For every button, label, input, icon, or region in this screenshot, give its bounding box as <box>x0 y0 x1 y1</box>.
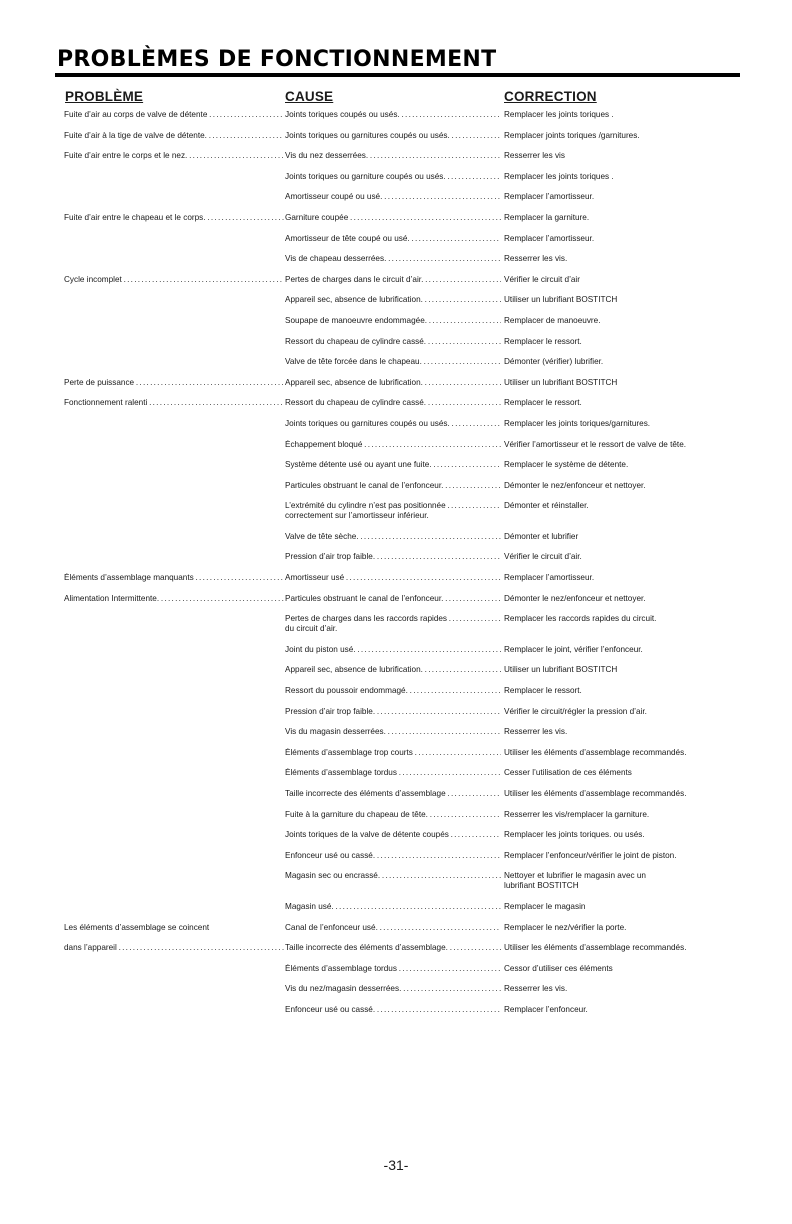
correction-cell <box>504 645 744 655</box>
cause-text: Éléments d’assemblage tordus . . . <box>285 768 501 778</box>
table-row <box>0 789 792 799</box>
correction-cell <box>504 614 744 624</box>
cause-text: Pression d’air trop faible. . . . <box>285 552 501 562</box>
correction-text: Cessor d’utiliser ces éléments <box>504 963 613 973</box>
cause-cell <box>285 192 501 202</box>
correction-cell <box>504 295 744 305</box>
correction-text: Remplacer le joint, vérifier l’enfonceur. <box>504 644 643 654</box>
correction-text: Resserrer les vis <box>504 151 565 161</box>
table-row <box>0 902 792 912</box>
table-row <box>0 192 792 202</box>
correction-text: Utiliser les éléments d’assemblage recommandés. <box>504 789 687 798</box>
correction-text: Resserrer les vis. <box>504 727 568 737</box>
correction-cell <box>504 830 744 840</box>
problem-cell <box>64 213 284 223</box>
table-row <box>0 501 792 521</box>
table-row <box>0 943 792 953</box>
correction-text: Resserrer les vis/remplacer la garniture. <box>504 809 650 819</box>
correction-text: Remplacer le magasin <box>504 901 586 911</box>
cause-cell <box>285 398 501 408</box>
cause-cell <box>285 1005 501 1015</box>
correction-cell <box>504 110 744 120</box>
problem-text: Les éléments d’assemblage se coincent <box>64 922 210 932</box>
problem-text: Alimentation Intermittente. . . . <box>64 594 284 604</box>
correction-text: Remplacer l’amortisseur. <box>504 233 595 243</box>
correction-text: Utiliser un lubrifiant BOSTITCH <box>504 295 618 305</box>
correction-cell <box>504 481 744 491</box>
table-row <box>0 398 792 408</box>
correction-cell <box>504 665 744 675</box>
title-underline <box>55 73 740 77</box>
cause-cell <box>285 552 501 562</box>
column-headers <box>0 89 792 105</box>
correction-cell <box>504 460 744 470</box>
table-row <box>0 923 792 933</box>
table-row <box>0 552 792 562</box>
cause-text: Soupape de manoeuvre endommagée. . . . <box>285 316 501 326</box>
correction-cell <box>504 573 744 583</box>
correction-text: Cesser l’utilisation de ces éléments <box>504 768 632 778</box>
correction-text: Remplacer joints toriques /garnitures. <box>504 130 640 140</box>
cause-cell <box>285 481 501 491</box>
cause-text: Valve de tête sèche. . . . <box>285 532 501 542</box>
cause-text: Vis du nez desserrées. . . . <box>285 151 501 161</box>
cause-text: Valve de tête forcée dans le chapeau. . . . <box>285 357 501 367</box>
correction-cell <box>504 172 744 182</box>
cause-cell <box>285 871 501 881</box>
cause-cell <box>285 707 501 717</box>
problem-text: Perte de puissance . . . <box>64 378 284 388</box>
cause-text: Particules obstruant le canal de l’enfonceur. . . . <box>285 594 501 604</box>
problem-text: Fuite d’air entre le corps et le nez. . . . <box>64 151 284 161</box>
cause-cell <box>285 727 501 737</box>
cause-text: Ressort du chapeau de cylindre cassé. . . . <box>285 398 501 408</box>
cause-cell <box>285 851 501 861</box>
cause-text: Amortisseur usé . . . <box>285 573 501 583</box>
problem-cell <box>64 131 284 141</box>
table-row <box>0 110 792 120</box>
cause-text: Garniture coupée . . . <box>285 213 501 223</box>
cause-text: Joints toriques de la valve de détente coupés . . . <box>285 830 501 840</box>
cause-cell <box>285 984 501 994</box>
cause-text: Ressort du chapeau de cylindre cassé. . . . <box>285 337 501 347</box>
cause-cell <box>285 440 501 450</box>
cause-cell <box>285 594 501 604</box>
header-correction: CORRECTION <box>504 89 597 104</box>
cause-cell <box>285 419 501 429</box>
correction-text: Remplacer le ressort. <box>504 336 582 346</box>
correction-text: Resserrer les vis. <box>504 254 568 264</box>
correction-cell <box>504 440 744 450</box>
cause-text: Éléments d’assemblage trop courts . . . <box>285 748 501 758</box>
table-row <box>0 532 792 542</box>
table-row <box>0 984 792 994</box>
cause-text: Système détente usé ou ayant une fuite. . . . <box>285 460 501 470</box>
table-row <box>0 686 792 696</box>
cause-cell <box>285 337 501 347</box>
cause-text: Canal de l’enfonceur usé. . . . <box>285 923 501 933</box>
correction-text: Vérifier l’amortisseur et le ressort de valve de tête. <box>504 439 687 449</box>
correction-text: Nettoyer et lubrifier le magasin avec un <box>504 871 646 881</box>
correction-text: Démonter (vérifier) lubrifier. <box>504 357 604 367</box>
correction-text: Utiliser un lubrifiant BOSTITCH <box>504 377 618 387</box>
correction-cell <box>504 707 744 717</box>
correction-cell <box>504 192 744 202</box>
cause-text: Échappement bloqué . . . <box>285 440 501 450</box>
problem-cell <box>64 378 284 388</box>
correction-text: Remplacer le ressort. <box>504 686 582 696</box>
correction-cell <box>504 213 744 223</box>
problem-text: dans l’appareil . . . <box>64 943 284 953</box>
correction-cell <box>504 964 744 974</box>
cause-cell <box>285 131 501 141</box>
correction-cell <box>504 768 744 778</box>
cause-cell <box>285 460 501 470</box>
cause-cell <box>285 234 501 244</box>
cause-text: Enfonceur usé ou cassé. . . . <box>285 1005 501 1015</box>
table-row <box>0 573 792 583</box>
cause-cell <box>285 254 501 264</box>
cause-cell <box>285 686 501 696</box>
correction-text-continued: lubrifiant BOSTITCH <box>504 881 579 891</box>
cause-cell <box>285 501 501 521</box>
correction-cell <box>504 902 744 912</box>
table-row <box>0 316 792 326</box>
problem-text: Fonctionnement ralenti . . . <box>64 398 284 408</box>
problem-cell <box>64 594 284 604</box>
table-row <box>0 460 792 470</box>
correction-text: Remplacer de manoeuvre. <box>504 315 601 325</box>
correction-cell <box>504 151 744 161</box>
cause-text: Appareil sec, absence de lubrification. . . . <box>285 665 501 675</box>
cause-text: Éléments d’assemblage tordus . . . <box>285 964 501 974</box>
correction-text: Remplacer l’amortisseur. <box>504 192 595 202</box>
cause-text-continued: du circuit d’air. <box>285 624 338 634</box>
cause-cell <box>285 532 501 542</box>
correction-text: Démonter et lubrifier <box>504 531 579 541</box>
table-row <box>0 748 792 758</box>
cause-cell <box>285 378 501 388</box>
table-row <box>0 871 792 891</box>
cause-cell <box>285 172 501 182</box>
cause-text-continued: correctement sur l’amortisseur inférieur. <box>285 511 429 521</box>
table-row <box>0 295 792 305</box>
problem-cell <box>64 398 284 408</box>
cause-text: Joints toriques coupés ou usés. . . . <box>285 110 501 120</box>
table-row <box>0 151 792 161</box>
correction-cell <box>504 1005 744 1015</box>
correction-text: Remplacer l’enfonceur. <box>504 1004 588 1014</box>
page-number: -31- <box>383 1157 409 1173</box>
cause-text: Magasin usé. . . . <box>285 902 501 912</box>
correction-cell <box>504 552 744 562</box>
cause-cell <box>285 768 501 778</box>
correction-cell <box>504 378 744 388</box>
correction-text: Remplacer la garniture. <box>504 212 590 222</box>
correction-text: Démonter et réinstaller. <box>504 501 589 511</box>
correction-cell <box>504 501 744 511</box>
correction-cell <box>504 398 744 408</box>
cause-text: Taille incorrecte des éléments d’assemblage . . . <box>285 789 501 799</box>
table-row <box>0 357 792 367</box>
correction-text: Remplacer l’enfonceur/vérifier le joint de piston. <box>504 850 677 860</box>
cause-text: Pression d’air trop faible. . . . <box>285 707 501 717</box>
cause-cell <box>285 357 501 367</box>
header-problem: PROBLÈME <box>65 89 144 104</box>
table-row <box>0 172 792 182</box>
correction-text: Remplacer le système de détente. <box>504 460 629 470</box>
cause-cell <box>285 943 501 953</box>
problem-cell <box>64 151 284 161</box>
table-row <box>0 1005 792 1015</box>
cause-cell <box>285 213 501 223</box>
table-row <box>0 440 792 450</box>
correction-text: Resserrer les vis. <box>504 984 568 994</box>
cause-text: L’extrémité du cylindre n’est pas positionnée . . . <box>285 501 501 511</box>
table-row <box>0 378 792 388</box>
cause-cell <box>285 810 501 820</box>
problem-text: Fuite d’air au corps de valve de détente . . . <box>64 110 284 120</box>
cause-cell <box>285 665 501 675</box>
page-title: PROBLÈMES DE FONCTIONNEMENT <box>57 47 497 72</box>
table-row <box>0 614 792 634</box>
correction-text: Remplacer les joints toriques. ou usés. <box>504 830 645 840</box>
table-row <box>0 213 792 223</box>
table-row <box>0 131 792 141</box>
cause-text: Magasin sec ou encrassé. . . . <box>285 871 501 881</box>
cause-text: Appareil sec, absence de lubrification. . . . <box>285 378 501 388</box>
correction-text: Remplacer les joints toriques/garnitures. <box>504 418 651 428</box>
cause-cell <box>285 151 501 161</box>
cause-text: Particules obstruant le canal de l’enfonceur. . . . <box>285 481 501 491</box>
correction-text: Remplacer les joints toriques . <box>504 171 614 181</box>
correction-cell <box>504 727 744 737</box>
table-row <box>0 727 792 737</box>
cause-text: Joints toriques ou garnitures coupés ou usés. . . . <box>285 131 501 141</box>
correction-cell <box>504 943 744 953</box>
correction-cell <box>504 131 744 141</box>
table-row <box>0 964 792 974</box>
problem-cell <box>64 275 284 285</box>
table-row <box>0 645 792 655</box>
correction-cell <box>504 275 744 285</box>
correction-text: Utiliser un lubrifiant BOSTITCH <box>504 665 618 675</box>
table-row <box>0 275 792 285</box>
cause-text: Vis du magasin desserrées. . . . <box>285 727 501 737</box>
correction-cell <box>504 748 744 758</box>
problem-text: Fuite d’air entre le chapeau et le corps. . . . <box>64 213 284 223</box>
correction-text: Vérifier le circuit d’air <box>504 274 580 284</box>
cause-cell <box>285 789 501 799</box>
cause-cell <box>285 902 501 912</box>
table-row <box>0 810 792 820</box>
correction-text: Remplacer le ressort. <box>504 398 582 408</box>
problem-text: Fuite d’air à la tige de valve de détente. . . . <box>64 131 284 141</box>
cause-text: Vis de chapeau desserrées. . . . <box>285 254 501 264</box>
correction-text: Utiliser les éléments d’assemblage recommandés. <box>504 747 687 757</box>
correction-cell <box>504 316 744 326</box>
cause-cell <box>285 964 501 974</box>
table-row <box>0 594 792 604</box>
table-row <box>0 481 792 491</box>
correction-cell <box>504 810 744 820</box>
table-row <box>0 707 792 717</box>
correction-cell <box>504 419 744 429</box>
table-row <box>0 665 792 675</box>
table-row <box>0 234 792 244</box>
correction-cell <box>504 686 744 696</box>
correction-text: Remplacer l’amortisseur. <box>504 573 595 583</box>
table-row <box>0 337 792 347</box>
correction-text: Démonter le nez/enfonceur et nettoyer. <box>504 593 646 603</box>
cause-cell <box>285 295 501 305</box>
cause-text: Amortisseur coupé ou usé. . . . <box>285 192 501 202</box>
correction-text: Démonter le nez/enfonceur et nettoyer. <box>504 480 646 490</box>
correction-text: Vérifier le circuit d’air. <box>504 552 582 562</box>
cause-cell <box>285 830 501 840</box>
correction-cell <box>504 337 744 347</box>
cause-cell <box>285 645 501 655</box>
correction-cell <box>504 851 744 861</box>
correction-text: Vérifier le circuit/régler la pression d’air. <box>504 706 647 716</box>
cause-cell <box>285 316 501 326</box>
problem-text: Cycle incomplet . . . <box>64 275 284 285</box>
cause-text: Joints toriques ou garnitures coupés ou usés. . . . <box>285 419 501 429</box>
cause-cell <box>285 573 501 583</box>
correction-text: Utiliser les éléments d’assemblage recommandés. <box>504 943 687 953</box>
table-row <box>0 419 792 429</box>
cause-text: Ressort du poussoir endommagé. . . . <box>285 686 501 696</box>
table-row <box>0 851 792 861</box>
correction-cell <box>504 254 744 264</box>
correction-cell <box>504 871 744 891</box>
table-row <box>0 830 792 840</box>
cause-text: Joints toriques ou garniture coupés ou usés. . . . <box>285 172 501 182</box>
correction-cell <box>504 532 744 542</box>
correction-cell <box>504 234 744 244</box>
cause-text: Enfonceur usé ou cassé. . . . <box>285 851 501 861</box>
cause-cell <box>285 923 501 933</box>
header-cause: CAUSE <box>285 89 334 104</box>
cause-text: Taille incorrecte des éléments d’assemblage. . . . <box>285 943 501 953</box>
cause-cell <box>285 275 501 285</box>
cause-text: Pertes de charges dans les raccords rapides . . . <box>285 614 501 624</box>
correction-cell <box>504 984 744 994</box>
cause-text: Pertes de charges dans le circuit d’air. . . . <box>285 275 501 285</box>
cause-text: Joint du piston usé. . . . <box>285 645 501 655</box>
cause-text: Amortisseur de tête coupé ou usé. . . . <box>285 234 501 244</box>
cause-cell <box>285 110 501 120</box>
correction-text: Remplacer le nez/vérifier la porte. <box>504 922 627 932</box>
table-row <box>0 768 792 778</box>
correction-cell <box>504 789 744 799</box>
problem-cell <box>64 110 284 120</box>
correction-text: Remplacer les joints toriques . <box>504 110 614 119</box>
correction-text: Remplacer les raccords rapides du circuit. <box>504 614 657 624</box>
table-row <box>0 254 792 264</box>
problem-cell <box>64 573 284 583</box>
cause-cell <box>285 614 501 634</box>
correction-cell <box>504 594 744 604</box>
cause-text: Vis du nez/magasin desserrées. . . . <box>285 984 501 994</box>
cause-text: Appareil sec, absence de lubrification. . . . <box>285 295 501 305</box>
correction-cell <box>504 357 744 367</box>
problem-text: Éléments d’assemblage manquants . . . <box>64 573 284 583</box>
problem-cell <box>64 943 284 953</box>
cause-cell <box>285 748 501 758</box>
cause-text: Fuite à la garniture du chapeau de tête. . . . <box>285 810 501 820</box>
correction-cell <box>504 923 744 933</box>
troubleshooting-table <box>0 110 792 1026</box>
problem-cell <box>64 923 284 933</box>
